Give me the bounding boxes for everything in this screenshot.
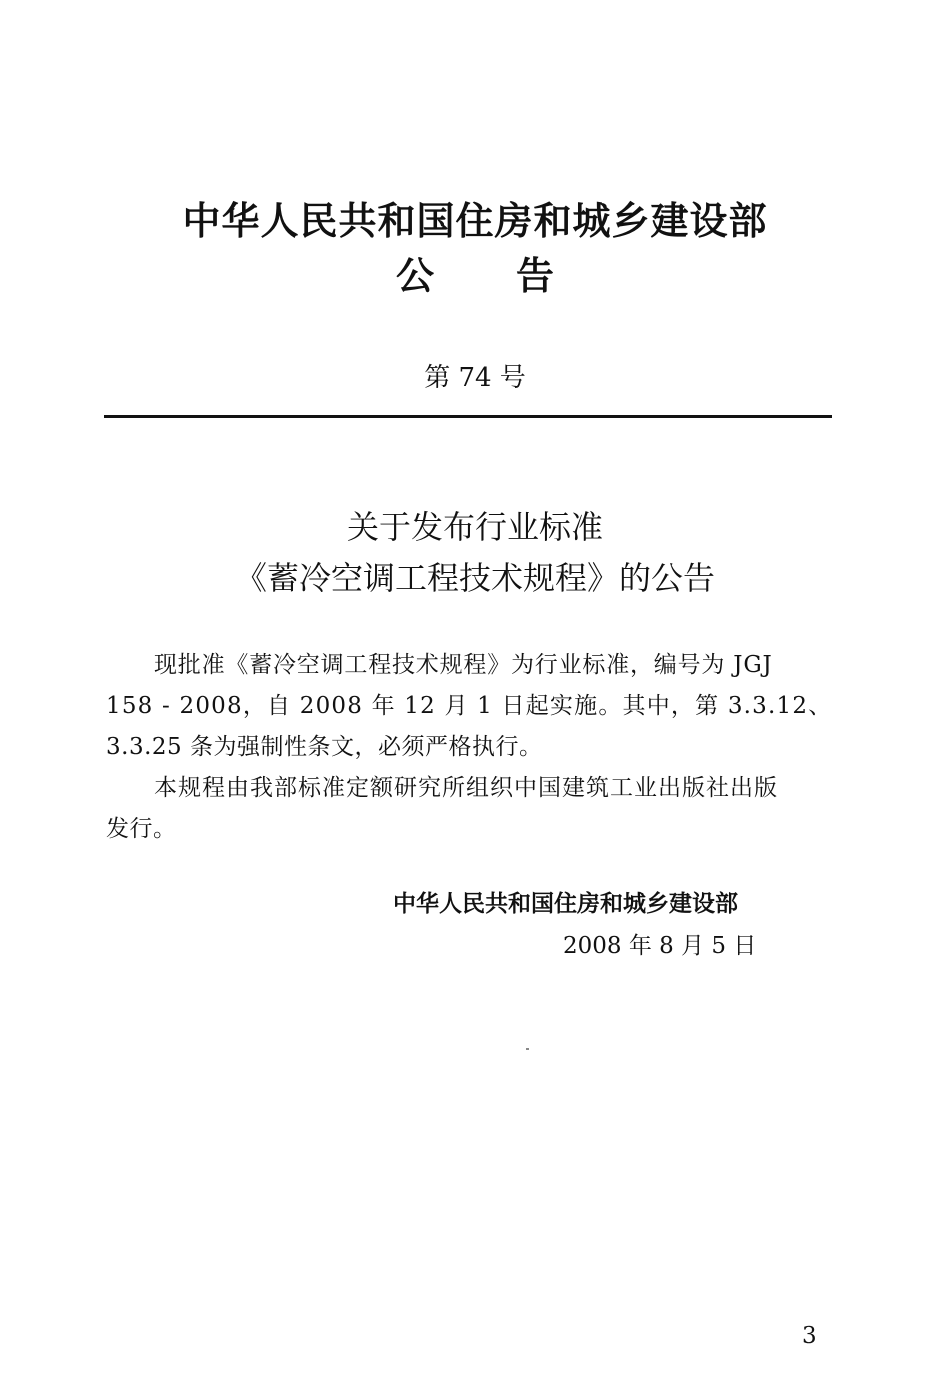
page-number: 3	[802, 1323, 817, 1349]
paragraph-line: 现批准《蓄冷空调工程技术规程》为行业标准，编号为 JGJ	[154, 652, 773, 678]
paragraph-line: 发行。	[106, 816, 177, 842]
paragraph-line: 本规程由我部标准定额研究所组织中国建筑工业出版社出版	[154, 775, 778, 801]
paragraph-line: 3.3.25 条为强制性条文，必须严格执行。	[106, 734, 543, 760]
issue-date: 2008 年 8 月 5 日	[563, 933, 757, 959]
subject-line-2: 《蓄冷空调工程技术规程》的公告	[234, 559, 715, 597]
paragraph-line: 158 - 2008，自 2008 年 12 月 1 日起实施。其中，第 3.3.12、	[106, 693, 833, 719]
issue-number: 第 74 号	[424, 363, 526, 393]
header-divider	[104, 415, 832, 418]
signature: 中华人民共和国住房和城乡建设部	[393, 891, 738, 917]
scan-speck	[526, 1048, 529, 1050]
body-paragraph-1	[106, 645, 833, 775]
ministry-title: 中华人民共和国住房和城乡建设部	[182, 199, 768, 243]
subject-line-1: 关于发布行业标准	[346, 508, 603, 546]
announcement-heading: 公告	[395, 254, 636, 298]
body-paragraph-2	[106, 768, 830, 858]
